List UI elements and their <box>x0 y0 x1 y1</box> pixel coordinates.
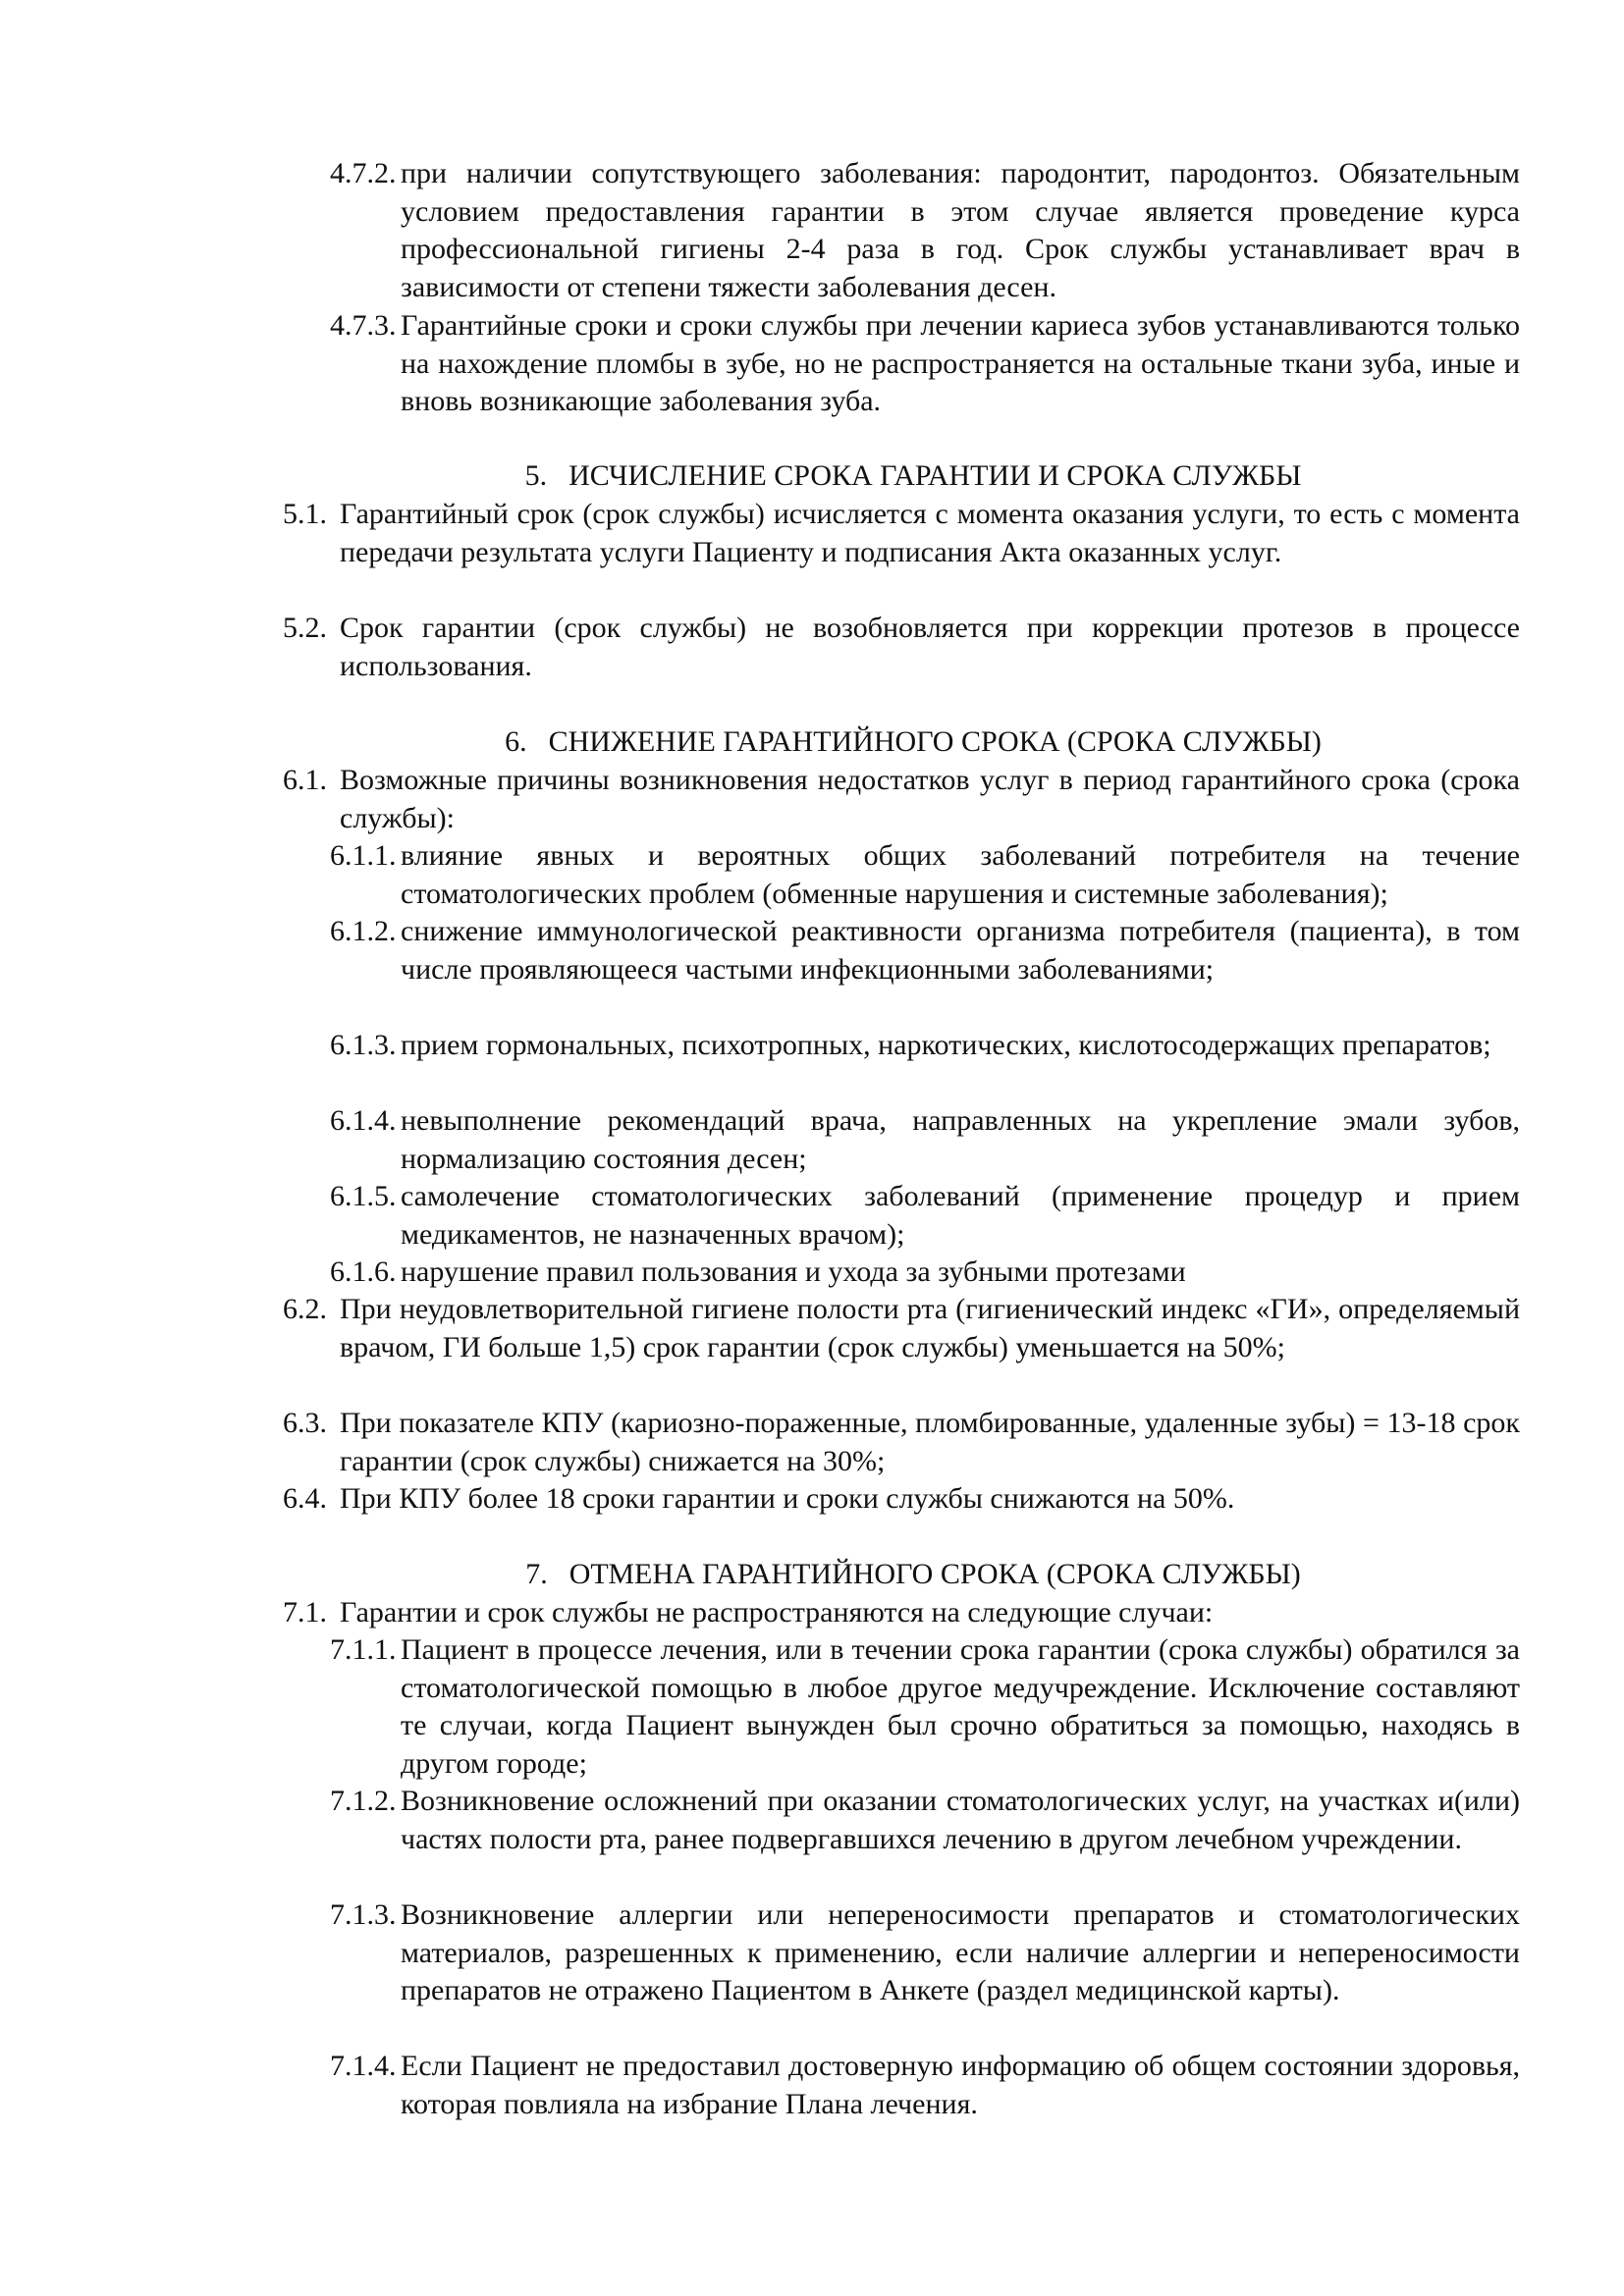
clause-number: 7.1. <box>283 1596 327 1629</box>
clause-number: 6.4. <box>283 1482 327 1515</box>
clause-number: 4.7.2. <box>330 157 397 189</box>
clause-number: 5.1. <box>283 498 327 530</box>
clause-text: при наличии сопутствующего заболевания: пародонтит, пародонтоз. Обязательным условием предоставления гарантии в этом случае является проведение курса профессиональной гигиены 2-4 раза в год. Срок службы устанавливает врач в зависимости от степени тяжести заболевания десен. <box>401 157 1520 303</box>
clause-number: 6.1.3. <box>330 1029 397 1061</box>
clause-6-1-3 <box>330 1027 1520 1065</box>
clause-text: Возможные причины возникновения недостатков услуг в период гарантийного срока (срока службы): <box>340 764 1520 834</box>
clause-text: Гарантийный срок (срок службы) исчисляется с момента оказания услуги, то есть с момента передачи результата услуги Пациенту и подписания Акта оказанных услуг. <box>340 498 1520 568</box>
clause-text: нарушение правил пользования и ухода за зубными протезами <box>401 1255 1186 1288</box>
section-title: ОТМЕНА ГАРАНТИЙНОГО СРОКА (СРОКА СЛУЖБЫ) <box>568 1558 1301 1590</box>
section-number: 6. <box>505 725 527 758</box>
clause-4-7-2 <box>330 155 1520 306</box>
clause-number: 6.1.1. <box>330 839 397 872</box>
section-title: СНИЖЕНИЕ ГАРАНТИЙНОГО СРОКА (СРОКА СЛУЖБЫ) <box>548 725 1322 758</box>
clause-text: При показателе КПУ (кариозно-пораженные, пломбированные, удаленные зубы) = 13-18 срок гарантии (срок службы) снижается на 30%; <box>340 1407 1520 1477</box>
clause-6-1-6 <box>330 1254 1520 1292</box>
clause-text: прием гормональных, психотропных, наркотических, кислотосодержащих препаратов; <box>401 1029 1491 1061</box>
clause-text: снижение иммунологической реактивности организма потребителя (пациента), в том числе проявляющееся частыми инфекционными заболеваниями; <box>401 915 1520 986</box>
clause-number: 7.1.1. <box>330 1633 397 1666</box>
clause-number: 6.1. <box>283 764 327 796</box>
clause-text: самолечение стоматологических заболеваний (применение процедур и прием медикаментов, не назначенных врачом); <box>401 1180 1520 1251</box>
clause-6-2 <box>283 1291 1520 1366</box>
clause-text: Гарантии и срок службы не распространяются на следующие случаи: <box>340 1596 1214 1629</box>
clause-number: 5.2. <box>283 612 327 644</box>
clause-number: 7.1.2. <box>330 1785 397 1817</box>
clause-7-1-4 <box>330 2048 1520 2123</box>
section-6-heading <box>295 723 1532 762</box>
clause-7-1-3 <box>330 1896 1520 2010</box>
clause-number: 6.3. <box>283 1407 327 1439</box>
clause-number: 6.1.6. <box>330 1255 397 1288</box>
clause-6-3 <box>283 1405 1520 1480</box>
clause-number: 7.1.4. <box>330 2050 397 2082</box>
clause-number: 6.1.4. <box>330 1104 397 1137</box>
clause-text: Пациент в процессе лечения, или в течении срока гарантии (срока службы) обратился за стоматологической помощью в любое другое медучреждение. Исключение составляют те случаи, когда Пациент вынужден был срочно обратиться за помощью, находясь в другом городе; <box>401 1633 1520 1780</box>
clause-text: При КПУ более 18 сроки гарантии и сроки службы снижаются на 50%. <box>340 1482 1235 1515</box>
section-number: 7. <box>525 1558 548 1590</box>
clause-7-1 <box>283 1594 1520 1632</box>
clause-text: Если Пациент не предоставил достоверную информацию об общем состоянии здоровья, которая повлияла на избрание Плана лечения. <box>401 2050 1520 2120</box>
section-title: ИСЧИСЛЕНИЕ СРОКА ГАРАНТИИ И СРОКА СЛУЖБЫ <box>568 459 1302 492</box>
clause-text: При неудовлетворительной гигиене полости рта (гигиенический индекс «ГИ», определяемый врачом, ГИ больше 1,5) срок гарантии (срок службы) уменьшается на 50%; <box>340 1293 1520 1363</box>
clause-6-1-5 <box>330 1178 1520 1254</box>
clause-text: Гарантийные сроки и сроки службы при лечении кариеса зубов устанавливаются только на нахождение пломбы в зубе, но не распространяется на остальные ткани зуба, иные и вновь возникающие заболевания зуба. <box>401 309 1520 417</box>
clause-text: Срок гарантии (срок службы) не возобновляется при коррекции протезов в процессе использования. <box>340 612 1520 682</box>
section-number: 5. <box>524 459 548 492</box>
clause-number: 6.1.5. <box>330 1180 397 1212</box>
clause-7-1-2 <box>330 1783 1520 1858</box>
clause-number: 4.7.3. <box>330 309 397 342</box>
clause-5-1 <box>283 496 1520 571</box>
clause-text: Возникновение осложнений при оказании стоматологических услуг, на участках и(или) частях полости рта, ранее подвергавшихся лечению в другом лечебном учреждении. <box>401 1785 1520 1855</box>
clause-text: влияние явных и вероятных общих заболеваний потребителя на течение стоматологических проблем (обменные нарушения и системные заболевания); <box>401 839 1520 910</box>
clause-6-1 <box>283 762 1520 837</box>
clause-5-2 <box>283 610 1520 685</box>
clause-6-4 <box>283 1480 1520 1519</box>
clause-number: 6.1.2. <box>330 915 397 947</box>
clause-4-7-3 <box>330 307 1520 421</box>
clause-number: 6.2. <box>283 1293 327 1325</box>
section-5-heading <box>295 457 1532 496</box>
clause-6-1-1 <box>330 837 1520 913</box>
clause-7-1-1 <box>330 1631 1520 1783</box>
clause-6-1-2 <box>330 913 1520 988</box>
clause-text: невыполнение рекомендаций врача, направленных на укрепление эмали зубов, нормализацию состояния десен; <box>401 1104 1520 1175</box>
clause-number: 7.1.3. <box>330 1898 397 1931</box>
section-7-heading <box>295 1556 1532 1594</box>
clause-text: Возникновение аллергии или непереносимости препаратов и стоматологических материалов, разрешенных к применению, если наличие аллергии и непереносимости препаратов не отражено Пациентом в Анкете (раздел медицинской карты). <box>401 1898 1520 2006</box>
clause-6-1-4 <box>330 1102 1520 1178</box>
